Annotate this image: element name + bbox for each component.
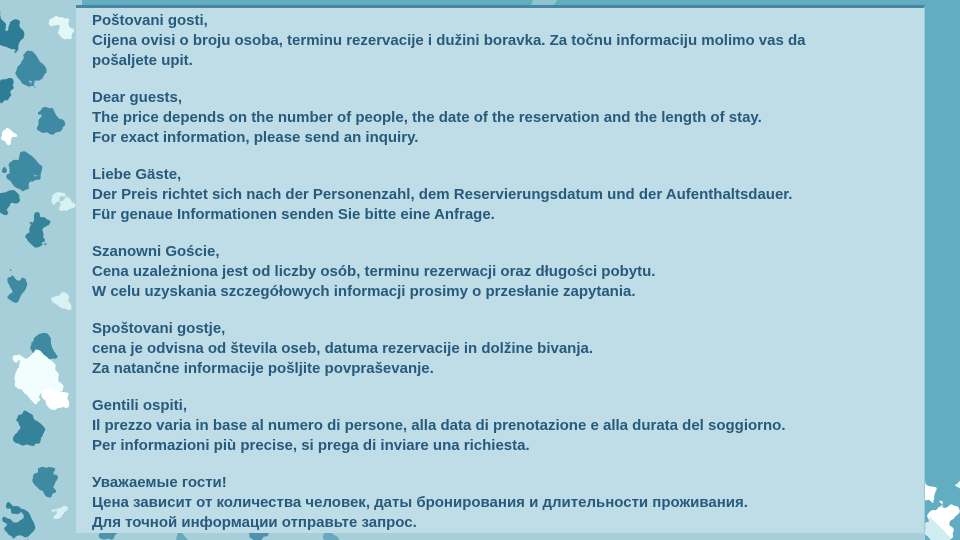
notice-line: Cijena ovisi o broju osoba, terminu rezervacije i dužini boravka. Za točnu informaciju molimo vas da bbox=[92, 32, 806, 49]
notice-line: Spoštovani gostje, bbox=[92, 320, 226, 337]
notice-line: Poštovani gosti, bbox=[92, 12, 208, 29]
notice-line: Per informazioni più precise, si prega di inviare una richiesta. bbox=[92, 437, 530, 454]
notice-line: cena je odvisna od števila oseb, datuma rezervacije in dolžine bivanja. bbox=[92, 340, 594, 357]
notice-line: Szanowni Goście, bbox=[92, 243, 220, 260]
notice-paragraph-german bbox=[92, 165, 908, 225]
notice-line: Dear guests, bbox=[92, 89, 183, 106]
notice-paragraph-italian bbox=[92, 396, 908, 456]
notice-line: Цена зависит от количества человек, даты бронирования и длительности проживания. bbox=[92, 494, 748, 511]
notice-line: The price depends on the number of people, the date of the reservation and the length of stay. bbox=[92, 109, 762, 126]
notice-paragraph-croatian bbox=[92, 11, 908, 71]
notice-paragraph-russian bbox=[92, 473, 908, 533]
notice-line: Il prezzo varia in base al numero di persone, alla data di prenotazione e alla durata del soggiorno. bbox=[92, 417, 786, 434]
notice-line: Уважаемые гости! bbox=[92, 474, 227, 491]
notice-paragraph-slovenian bbox=[92, 319, 908, 379]
notice-line: Gentili ospiti, bbox=[92, 397, 188, 414]
notice-line: Für genaue Informationen senden Sie bitte eine Anfrage. bbox=[92, 206, 495, 223]
notice-paragraph-polish bbox=[92, 242, 908, 302]
notice-line: Liebe Gäste, bbox=[92, 166, 182, 183]
notice-line: Для точной информации отправьте запрос. bbox=[92, 514, 417, 531]
notice-line: Za natančne informacije pošljite povpraševanje. bbox=[92, 360, 434, 377]
notice-line: W celu uzyskania szczegółowych informacji prosimy o przesłanie zapytania. bbox=[92, 283, 636, 300]
notice-panel bbox=[76, 5, 925, 533]
notice-line: pošaljete upit. bbox=[92, 52, 193, 69]
notice-line: Der Preis richtet sich nach der Personenzahl, dem Reservierungsdatum und der Aufenthaltsdauer. bbox=[92, 186, 793, 203]
notice-line: Cena uzależniona jest od liczby osób, terminu rezerwacji oraz długości pobytu. bbox=[92, 263, 656, 280]
notice-line: For exact information, please send an inquiry. bbox=[92, 129, 419, 146]
notice-paragraph-english bbox=[92, 88, 908, 148]
